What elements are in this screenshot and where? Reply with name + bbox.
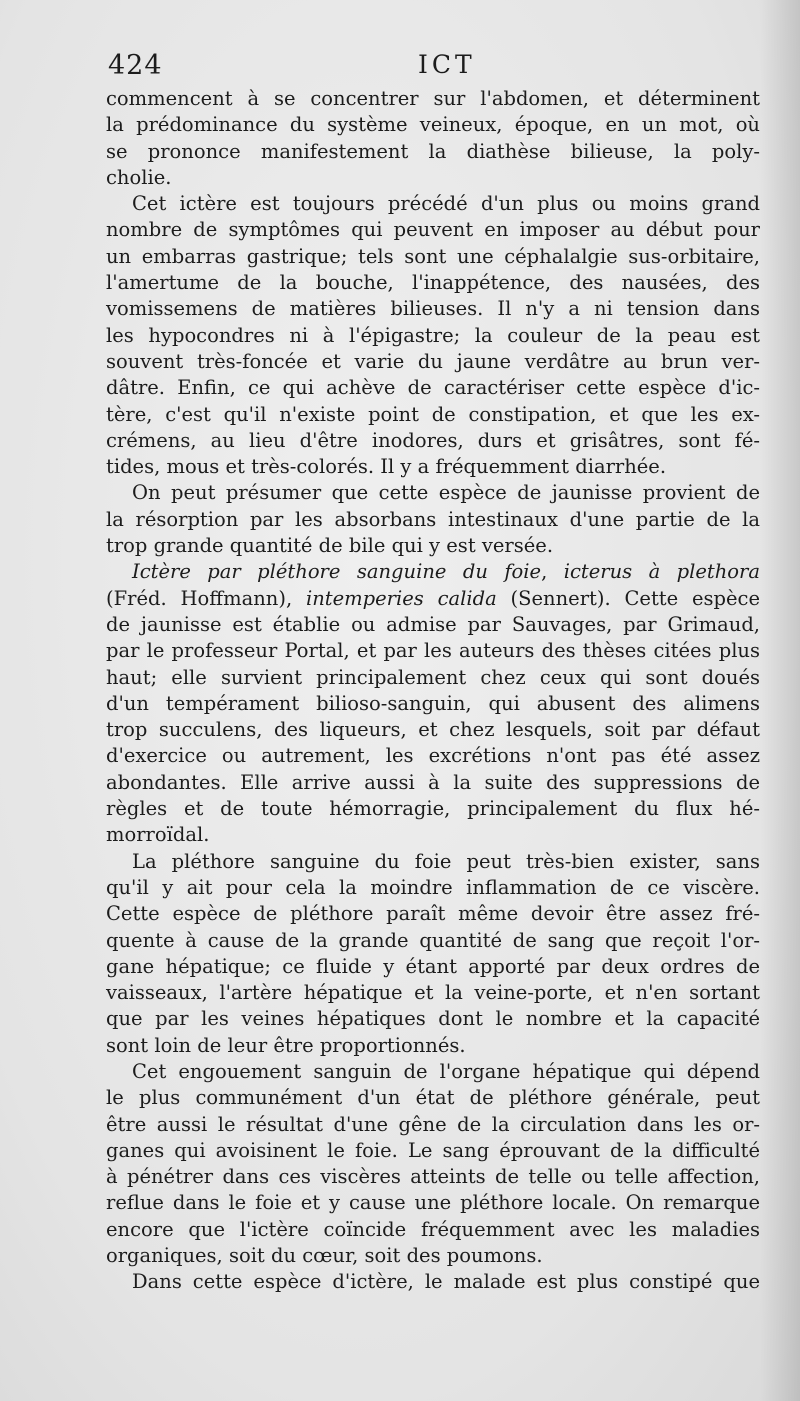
running-head [108, 50, 760, 86]
text-line: se prononce manifestement la diathèse bilieuse, la poly- [106, 139, 760, 163]
text-line: la résorption par les absorbans intestinaux d'une partie de la [106, 507, 760, 531]
text-line: trop grande quantité de bile qui y est versée. [106, 534, 554, 558]
text-line: crémens, au lieu d'être inodores, durs et grisâtres, sont fé- [106, 428, 760, 452]
text-line: à pénétrer dans ces viscères atteints de telle ou telle affection, [106, 1165, 760, 1189]
text-line: que par les veines hépatiques dont le nombre et la capacité [106, 1007, 760, 1031]
text-line: Cet ictère est toujours précédé d'un plus ou moins grand [132, 192, 760, 216]
text-line: Dans cette espèce d'ictère, le malade est plus constipé que [132, 1270, 760, 1294]
text-line: règles et de toute hémorragie, principalement du flux hé- [106, 797, 760, 821]
text-line: l'amertume de la bouche, l'inappétence, des nausées, des [106, 271, 760, 295]
text-line: morroïdal. [106, 823, 210, 847]
text-line [106, 586, 760, 612]
text-line: de jaunisse est établie ou admise par Sauvages, par Grimaud, [106, 612, 760, 636]
body-text [106, 86, 760, 1296]
running-title: ICT [418, 50, 476, 79]
text-line: d'un tempérament bilioso-sanguin, qui abusent des alimens [106, 691, 760, 715]
text-line: un embarras gastrique; tels sont une céphalalgie sus-orbitaire, [106, 244, 760, 268]
text-line: souvent très-foncée et varie du jaune verdâtre au brun ver- [106, 349, 760, 373]
text-fragment: (Sennert). Cette espèce [496, 586, 761, 610]
text-line: vomissemens de matières bilieuses. Il n'y a ni tension dans [106, 297, 760, 321]
italic-text: intemperies calida [305, 586, 497, 610]
text-line: le plus communément d'un état de pléthore générale, peut [106, 1086, 760, 1110]
text-line: commencent à se concentrer sur l'abdomen, et déterminent [106, 87, 760, 110]
text-line: quente à cause de la grande quantité de sang que reçoit l'or- [106, 928, 760, 952]
text-line: La pléthore sanguine du foie peut très-bien exister, sans [132, 849, 760, 873]
italic-text: Ictère par pléthore sanguine du foie [132, 560, 542, 584]
text-line: par le professeur Portal, et par les auteurs des thèses citées plus [106, 639, 760, 663]
text-line: organiques, soit du cœur, soit des poumons. [106, 1244, 543, 1268]
text-line: être aussi le résultat d'une gêne de la circulation dans les or- [106, 1112, 760, 1136]
text-line: gane hépatique; ce fluide y étant apporté par deux ordres de [106, 954, 760, 978]
italic-text: icterus à plethora [563, 560, 760, 584]
text-line: Cet engouement sanguin de l'organe hépatique qui dépend [132, 1059, 760, 1083]
text-line: d'exercice ou autrement, les excrétions n'ont pas été assez [106, 744, 760, 768]
text-line: cholie. [106, 165, 172, 189]
text-line: tère, c'est qu'il n'existe point de constipation, et que les ex- [106, 402, 760, 426]
text-line: vaisseaux, l'artère hépatique et la veine-porte, et n'en sortant [106, 981, 760, 1005]
text-line: qu'il y ait pour cela la moindre inflammation de ce viscère. [106, 875, 760, 899]
text-line: reflue dans le foie et y cause une pléthore locale. On remarque [106, 1191, 760, 1215]
text-line [106, 559, 760, 585]
text-line: ganes qui avoisinent le foie. Le sang éprouvant de la difficulté [106, 1138, 760, 1162]
text-line: Cette espèce de pléthore paraît même devoir être assez fré- [106, 902, 760, 926]
text-line: trop succulens, des liqueurs, et chez lesquels, soit par défaut [106, 718, 760, 742]
text-line: On peut présumer que cette espèce de jaunisse provient de [132, 481, 760, 505]
page-number: 424 [108, 50, 163, 81]
text-line: sont loin de leur être proportionnés. [106, 1033, 466, 1057]
text-line: encore que l'ictère coïncide fréquemment avec les maladies [106, 1217, 760, 1241]
text-fragment: , [541, 560, 564, 584]
text-fragment: (Fréd. Hoffmann), [106, 586, 306, 610]
text-line: la prédominance du système veineux, époque, en un mot, où [106, 113, 760, 137]
text-line: dâtre. Enfin, ce qui achève de caractériser cette espèce d'ic- [106, 376, 760, 400]
text-line: les hypocondres ni à l'épigastre; la couleur de la peau est [106, 323, 760, 347]
text-line: nombre de symptômes qui peuvent en imposer au début pour [106, 218, 760, 242]
text-line: tides, mous et très-colorés. Il y a fréquemment diarrhée. [106, 455, 667, 479]
text-line: haut; elle survient principalement chez ceux qui sont doués [106, 665, 760, 689]
page-edge-shadow [760, 0, 800, 1401]
text-line: abondantes. Elle arrive aussi à la suite des suppressions de [106, 770, 760, 794]
